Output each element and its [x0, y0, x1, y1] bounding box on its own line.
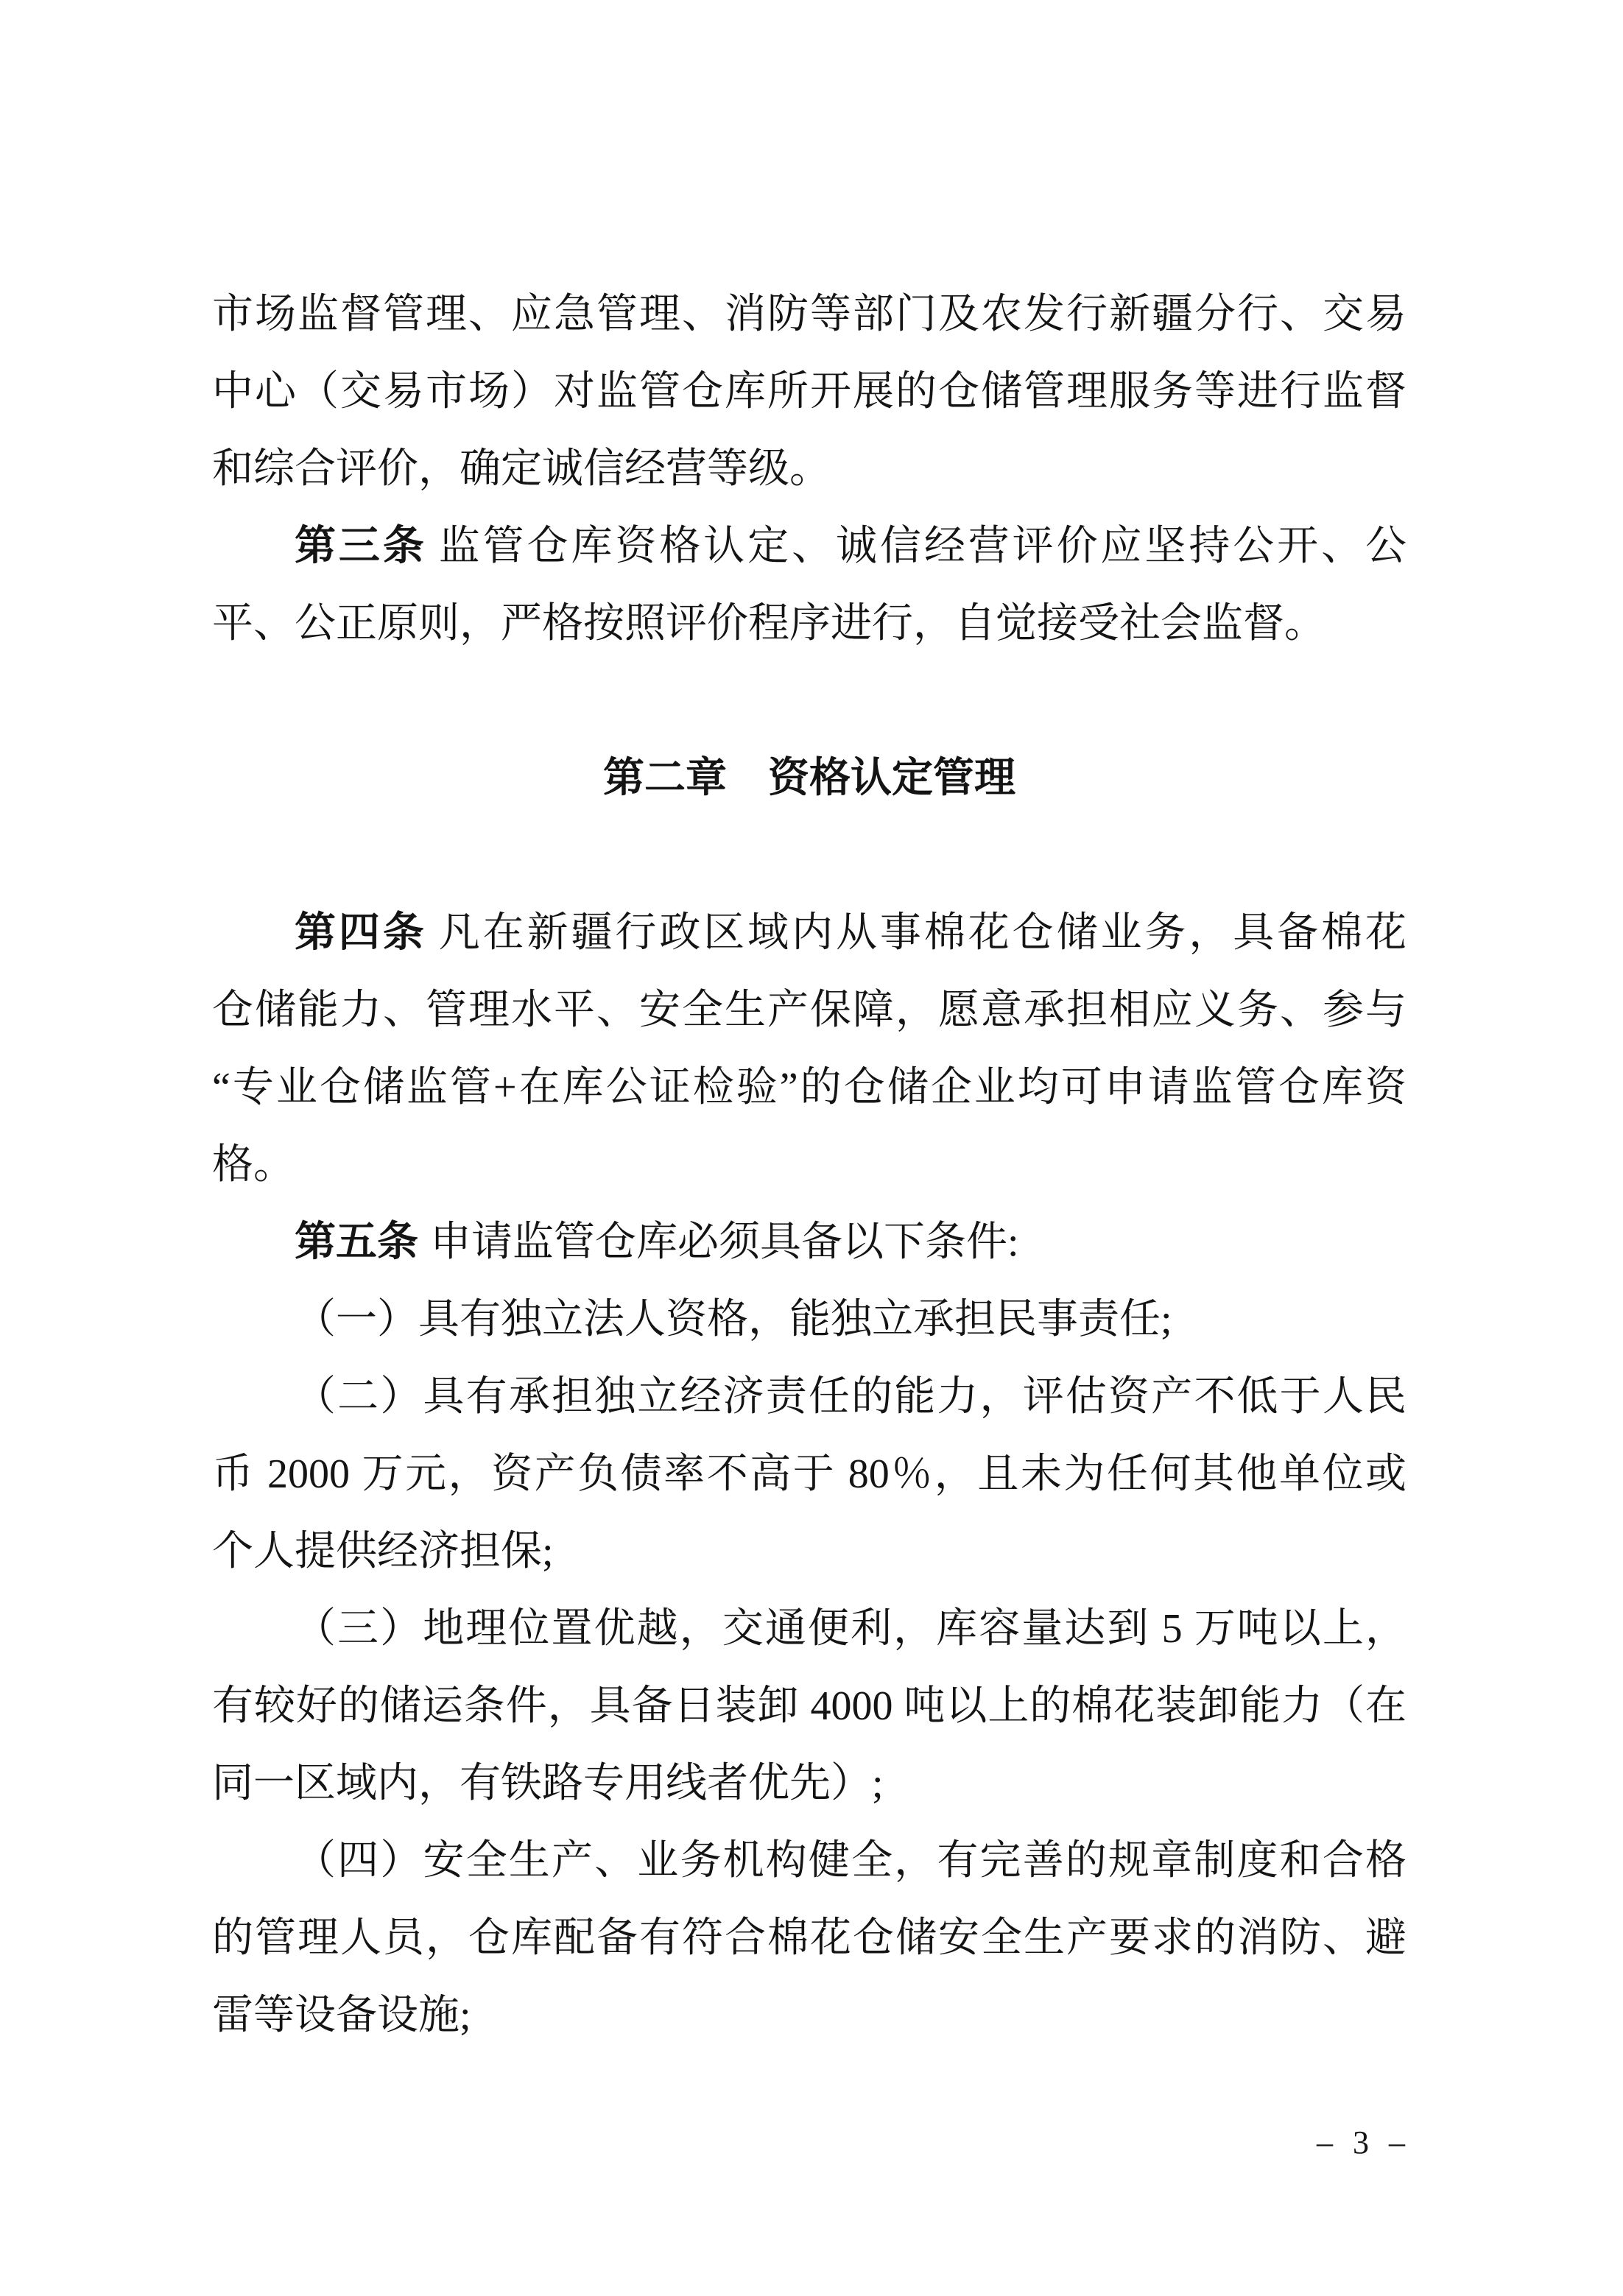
document-line: 的管理人员，仓库配备有符合棉花仓储安全生产要求的消防、避 — [212, 1915, 1407, 1961]
document-body — [212, 276, 1407, 2054]
document-line: 个人提供经济担保; — [212, 1529, 554, 1574]
document-line: 雷等设备设施; — [212, 1993, 471, 2038]
document-line: （四）安全生产、业务机构健全，有完善的规章制度和合格 — [295, 1838, 1407, 1884]
blank-line — [212, 817, 1407, 895]
document-line: （三）地理位置优越，交通便利，库容量达到 5 万吨以上， — [295, 1606, 1407, 1652]
document-line: 第三条 监管仓库资格认定、诚信经营评价应坚持公开、公 — [295, 524, 1407, 569]
document-line: 币 2000 万元，资产负债率不高于 80％，且未为任何其他单位或 — [212, 1451, 1407, 1497]
page-number: – 3 – — [1317, 2124, 1411, 2161]
article-number: 第五条 — [295, 1219, 418, 1265]
document-line: （二）具有承担独立经济责任的能力，评估资产不低于人民 — [295, 1374, 1407, 1420]
document-line: 格。 — [212, 1142, 295, 1188]
document-line: 仓储能力、管理水平、安全生产保障，愿意承担相应义务、参与 — [212, 987, 1407, 1033]
document-line: 第五条 申请监管仓库必须具备以下条件: — [295, 1219, 1019, 1265]
document-line: 市场监督管理、应急管理、消防等部门及农发行新疆分行、交易 — [212, 292, 1407, 337]
document-line: 和综合评价，确定诚信经营等级。 — [212, 446, 831, 492]
document-line: 有较好的储运条件，具备日装卸 4000 吨以上的棉花装卸能力（在 — [212, 1683, 1407, 1729]
article-number: 第三条 — [295, 524, 427, 569]
document-line: 平、公正原则，严格按照评价程序进行，自觉接受社会监督。 — [212, 601, 1325, 647]
document-line: 同一区域内，有铁路专用线者优先）; — [212, 1761, 884, 1806]
document-line: “专业仓储监管+在库公证检验”的仓储企业均可申请监管仓库资 — [212, 1065, 1407, 1110]
article-number: 第四条 — [295, 910, 427, 956]
document-line: 中心（交易市场）对监管仓库所开展的仓储管理服务等进行监督 — [212, 369, 1407, 415]
document-line: （一）具有独立法人资格，能独立承担民事责任; — [295, 1297, 1172, 1342]
blank-line — [212, 663, 1407, 740]
document-line: 第四条 凡在新疆行政区域内从事棉花仓储业务，具备棉花 — [295, 910, 1407, 956]
chapter-heading: 第二章 资格认定管理 — [603, 756, 1015, 801]
